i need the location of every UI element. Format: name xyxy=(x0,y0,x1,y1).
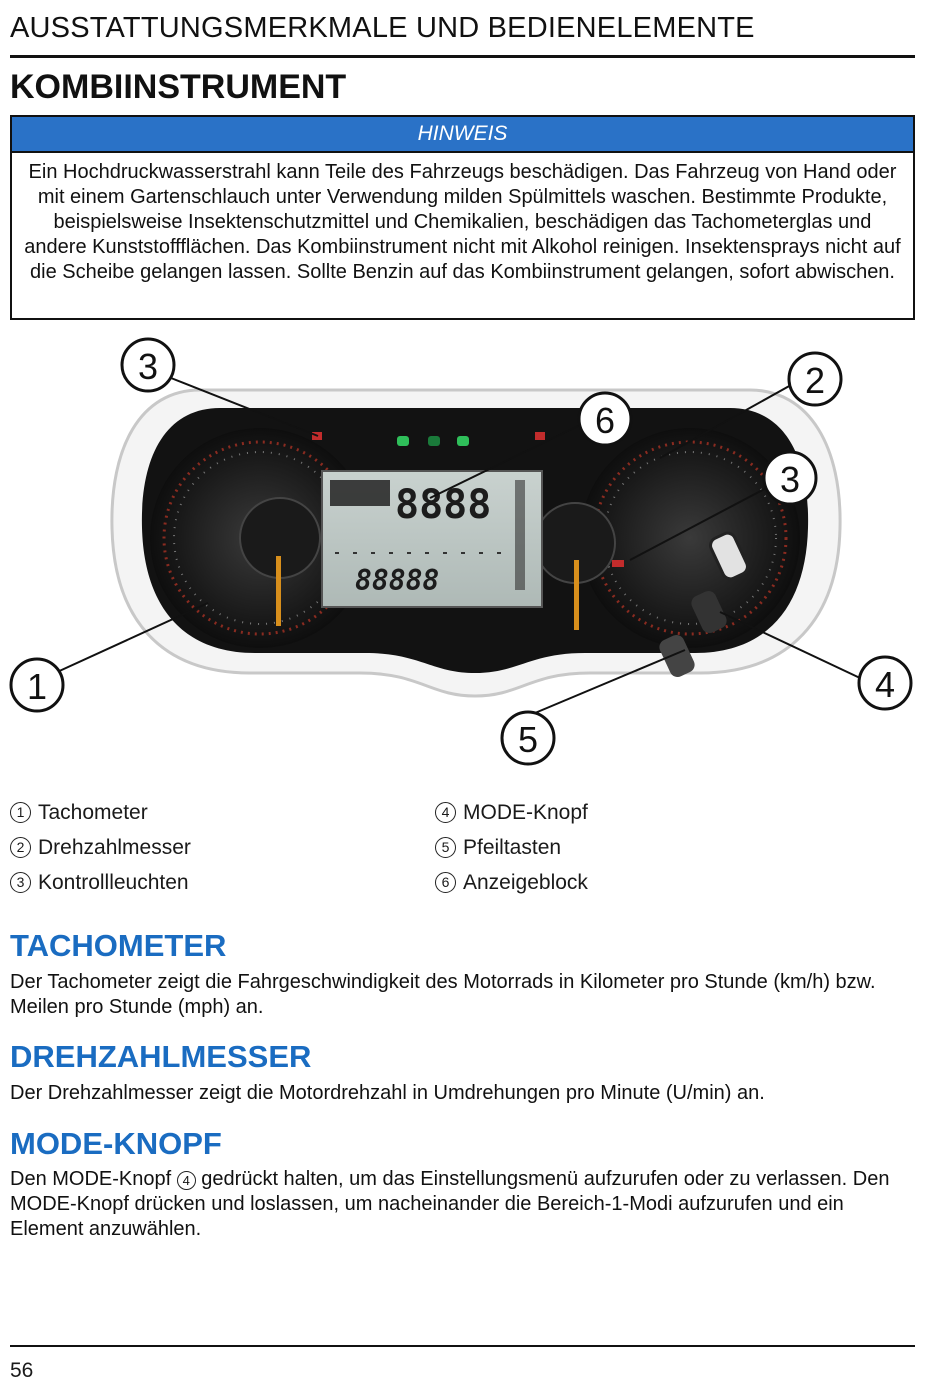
lcd-top-digits: 8888 xyxy=(395,482,492,528)
svg-text:4: 4 xyxy=(874,664,896,705)
mode-knopf-heading: MODE-KNOPF xyxy=(10,1126,222,1161)
header-rule xyxy=(10,55,915,58)
legend-label: Drehzahlmesser xyxy=(38,836,191,859)
legend-item xyxy=(10,795,191,830)
notice-box xyxy=(10,115,915,320)
page-title: KOMBIINSTRUMENT xyxy=(10,68,347,106)
svg-text:1: 1 xyxy=(26,666,48,707)
tachometer-heading: TACHOMETER xyxy=(10,928,227,963)
drehzahlmesser-heading: DREHZAHLMESSER xyxy=(10,1039,312,1074)
svg-text:3: 3 xyxy=(137,346,159,387)
legend-number: 4 xyxy=(435,802,456,823)
legend-number: 2 xyxy=(10,837,31,858)
svg-text:2: 2 xyxy=(804,360,826,401)
callout-5 xyxy=(502,712,554,764)
notice-text: Ein Hochdruckwasserstrahl kann Teile des Fahrzeugs beschädigen. Das Fahrzeug von Hand oder mit einem Gartenschlauch unter Verwendung milden Spülmittels waschen. Bestimmte Produkte, beispielsweise Insektenschutzmittel und Chemikalien, beschädigen das Tachometerglas und andere Kunststoffflächen. Das Kombiinstrument nicht mit Alkohol reinigen. Insektensprays nicht auf die Scheibe gelangen lassen. Sollte Benzin auf das Kombiinstrument gelangen, sofort abwischen. xyxy=(24,161,901,283)
mode-knopf-text xyxy=(10,1167,915,1242)
svg-text:3: 3 xyxy=(779,459,801,500)
callout-4 xyxy=(859,657,911,709)
legend-number: 3 xyxy=(10,872,31,893)
legend-item xyxy=(10,865,191,900)
legend-item xyxy=(435,865,588,900)
footer-rule xyxy=(10,1345,915,1347)
callout-3b xyxy=(764,452,816,504)
legend-number: 6 xyxy=(435,872,456,893)
legend-item xyxy=(435,795,588,830)
lcd-display xyxy=(322,471,542,607)
callout-6 xyxy=(579,393,631,445)
section-header: AUSSTATTUNGSMERKMALE UND BEDIENELEMENTE xyxy=(10,12,755,44)
legend-right xyxy=(435,795,588,900)
callout-1 xyxy=(11,659,63,711)
page-number: 56 xyxy=(10,1359,34,1382)
lcd-bottom-digits: 88888 xyxy=(355,564,440,597)
legend-label: Tachometer xyxy=(38,801,148,824)
legend-label: Anzeigeblock xyxy=(463,871,588,894)
legend-label: MODE-Knopf xyxy=(463,801,588,824)
mode-knopf-text-part: gedrückt halten, um das Einstellungsmenü aufzurufen oder zu verlassen. Den MODE-Knopf drücken und loslassen, um nacheinander die Bereich-1-Modi aufzurufen und ein Element anzuwählen. xyxy=(10,1168,890,1240)
notice-title: HINWEIS xyxy=(12,117,913,153)
svg-text:5: 5 xyxy=(517,719,539,760)
legend-label: Kontrollleuchten xyxy=(38,871,189,894)
callout-2 xyxy=(789,353,841,405)
mode-knopf-text-part: Den MODE-Knopf xyxy=(10,1168,177,1190)
legend-number: 1 xyxy=(10,802,31,823)
legend-number: 5 xyxy=(435,837,456,858)
callout-3a xyxy=(122,339,174,391)
legend-item xyxy=(435,830,588,865)
mode-knopf-ref-number: 4 xyxy=(177,1171,196,1190)
legend-item xyxy=(10,830,191,865)
instrument-cluster-figure xyxy=(0,328,950,776)
legend-label: Pfeiltasten xyxy=(463,836,562,859)
svg-text:6: 6 xyxy=(594,400,616,441)
legend-left xyxy=(10,795,191,900)
tachometer-text: Der Tachometer zeigt die Fahrgeschwindigkeit des Motorrads in Kilometer pro Stunde (km/h) bzw. Meilen pro Stunde (mph) an. xyxy=(10,971,876,1018)
drehzahlmesser-text: Der Drehzahlmesser zeigt die Motordrehzahl in Umdrehungen pro Minute (U/min) an. xyxy=(10,1082,765,1104)
